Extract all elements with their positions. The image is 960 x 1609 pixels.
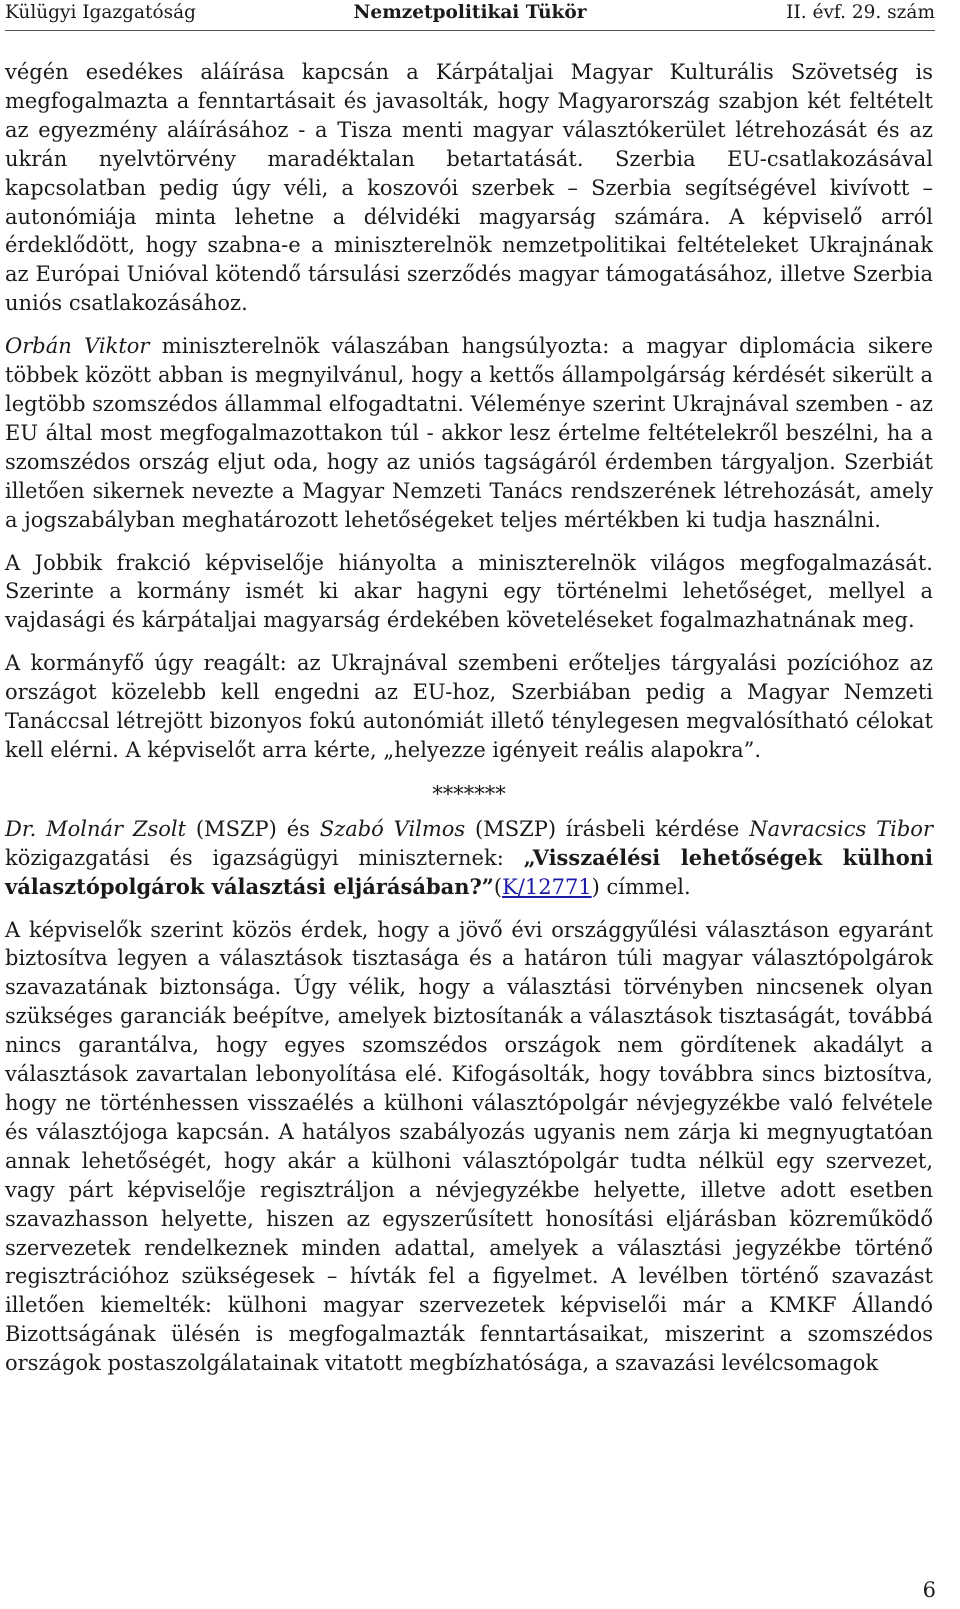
header-department: Külügyi Igazgatóság [5,2,196,23]
person-name: Navracsics Tibor [749,816,933,841]
heading-text: közigazgatási és igazságügyi miniszternek: [5,845,524,870]
person-name: Dr. Molnár Zsolt [5,816,187,841]
section-separator: ******* [432,781,506,806]
paragraph: A képviselők szerint közös érdek, hogy a jövő évi országgyűlési választáson egyaránt biztosítva legyen a választások tisztasága és a határon túli magyar választópolgárok szavazatának biztonsága. Úgy vélik, hogy a választási törvényben nincsenek olyan szükséges garanciák beépítve, amelyek biztosítanák a választások tisztaságát, továbbá nincs garantálva, hogy egyes szomszédos országok nem gördítenek akadályt a választások zavartalan lebonyolítása elé. Kifogásolták, hogy továbbra sincs biztosítva, hogy ne történhessen visszaélés a külhoni választópolgár névjegyzékbe való felvétele és választójoga kapcsán. A hatályos szabályozás ugyanis nem zárja ki megnyugtatóan annak lehetőségét, hogy akár a külhoni választópolgár tudta nélkül egy szervezet, vagy párt képviselője regisztráljon a névjegyzékbe helyette, illetve adott esetben szavazhasson helyette, hiszen az egyszerűsített honosítási eljárásban közreműködő szervezetek rendelkeznek minden adattal, amelyek a választási jegyzékbe történő regisztrációhoz szükségesek – hívták fel a figyelmet. A levélben történő szavazást illetően kiemelték: külhoni magyar szervezetek képviselői már a KMKF Állandó Bizottságának ülésén is megfogalmazták fenntartásaikat, miszerint a szomszédos országok postaszolgálatainak vitatott megbízhatósága, a szavazási levélcsomagok [5,917,933,1376]
heading-text: ( [493,874,503,899]
paragraph: végén esedékes aláírása kapcsán a Kárpátaljai Magyar Kulturális Szövetség is megfogalmazta a fenntartásait és javasolták, hogy Magyarország szabjon két feltételt az egyezmény aláírásához - a Tisza menti magyar választókerület létrehozását és az ukrán nyelvtörvény maradéktalan betartatását. Szerbia EU-csatlakozásával kapcsolatban pedig úgy véli, a koszovói szerbek – Szerbia segítségével kivívott – autonómiája minta lehetne a délvidéki magyarság számára. A képviselő arról érdeklődött, hogy szabna-e a miniszterelnök nemzetpolitikai feltételeket Ukrajnának az Európai Unióval kötendő társulási szerződés magyar támogatásához, illetve Szerbia uniós csatlakozásához. [5,60,933,316]
paragraph-text: miniszterelnök válaszában hangsúlyozta: a magyar diplomácia sikere többek között abban is megnyilvánul, hogy a kettős állampolgárság kérdését sikerült a legtöbb szomszédos állammal elfogadtatni. Véleménye szerint Ukrajnával szemben - az EU által most megfogalmazottakon túl - akkor lesz értelme feltételekről beszélni, ha a szomszédos ország eljut oda, hogy az uniós tagságáról érdemben tárgyaljon. Szerbiát illetően sikernek nevezte a Magyar Nemzeti Tanács rendszerének létrehozását, amely a jogszabályban meghatározott lehetőségeket teljes mértékben ki tudja használni. [5,334,933,532]
paragraph: A kormányfő úgy reagált: az Ukrajnával szembeni erőteljes tárgyalási pozícióhoz az országot közelebb kell engedni az EU-hoz, Szerbiában pedig a Magyar Nemzeti Tanáccsal létrejött bizonyos fokú autonómiát illető ténylegesen megvalósítható célokat kell elérni. A képviselőt arra kérte, „helyezze igényeit reális alapokra”. [5,651,933,762]
heading-text: ) címmel. [591,874,691,899]
running-header [5,0,935,31]
paragraph [5,332,933,534]
page-number: 6 [922,1578,936,1602]
person-name: Orbán Viktor [5,334,150,359]
document-reference-link[interactable]: K/12771 [502,874,592,899]
person-name: Szabó Vilmos [319,816,466,841]
heading-text: (MSZP) írásbeli kérdése [465,816,750,841]
header-publication-title: Nemzetpolitikai Tükör [353,2,587,23]
article-body [5,58,933,1392]
paragraph: A Jobbik frakció képviselője hiányolta a miniszterelnök világos megfogalmazását. Szerinte a kormány ismét ki akar hagyni egy történelmi lehetőséget, mellyel a vajdasági és kárpátaljai magyarság érdekében követeléseket fogalmazhatnának meg. [5,550,933,633]
heading-text: (MSZP) és [186,816,320,841]
header-issue: II. évf. 29. szám [786,2,935,23]
question-heading [5,815,933,902]
question-title: „Visszaélési lehetőségek külhoni választópolgárok választási eljárásában?” [5,844,933,899]
